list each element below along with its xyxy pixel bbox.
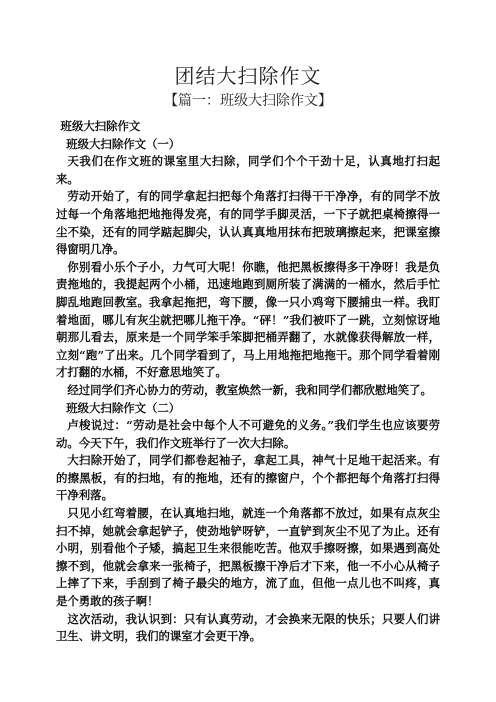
body-paragraph: 卢梭说过：“劳动是社会中每个人不可避免的义务。”我们学生也应该要劳动。今天下午，我们作文班举行了一次大扫除。 (56, 418, 440, 450)
body-paragraph: 经过同学们齐心协力的劳动，教室焕然一新，我和同学们都欣慰地笑了。 (67, 382, 432, 397)
document-title: 团结大扫除作文 (174, 64, 322, 88)
body-paragraph: 只见小红弯着腰，在认真地扫地，就连一个角落都不放过，如果有点灰尘扫不掉，她就会拿起铲子，使劲地铲呀铲，一直铲到灰尘不见了为止。还有小明，别看他个子矮，搞起卫生来很能吃苦。他双手擦呀擦，如果遇到高处擦不到，他就会拿来一张椅子，把黑板擦干净后才下来，他一不小心从椅子上摔了下来，手刮到了椅子最尖的地方，流了血，但他一点儿也不叫疼，真是个勇敢的孩子啊！ (56, 506, 440, 609)
document-body (56, 118, 440, 646)
body-paragraph: 你别看小乐个子小，力气可大呢！你瞧，他把黑板擦得多干净呀！我是负责拖地的，我提起两个小桶，迅速地跑到厕所装了满满的一桶水，然后手忙脚乱地跑回教室。我拿起拖把，弯下腰，像一只小鸡弯下腰捕虫一样。我盯着地面，哪儿有灰尘就把哪儿拖干净。“砰！”我们被吓了一跳，立刻惊讶地朝那儿看去，原来是一个同学笨手笨脚把桶弄翻了，水就像获得解放一样，立刻“跑”了出来。几个同学看到了，马上用地拖把地拖干。那个同学看着刚才打翻的水桶，不好意思地笑了。 (56, 259, 440, 380)
body-paragraph: 劳动开始了，有的同学拿起扫把每个角落打扫得干干净净，有的同学不放过每一个角落地把地拖得发亮，有的同学手脚灵活，一下子就把桌椅擦得一尘不染，还有的同学踮起脚尖，认认真真地用抹布把玻璃擦起来，把课室擦得窗明几净。 (56, 189, 440, 257)
section-heading: 班级大扫除作文 (60, 119, 141, 133)
body-paragraph: 大扫除开始了，同学们都卷起袖子，拿起工具，神气十足地干起活来。有的擦黑板，有的扫地，有的拖地，还有的擦窗户，个个都把每个角落打扫得干净利落。 (56, 453, 440, 503)
body-paragraph: 天我们在作文班的课室里大扫除，同学们个个干劲十足，认真地打扫起来。 (56, 154, 440, 186)
subsection-heading: 班级大扫除作文（二） (66, 400, 181, 415)
body-paragraph: 这次活动，我认识到：只有认真劳动，才会换来无限的快乐；只要人们讲卫生、讲文明，我们的课室才会更干净。 (56, 611, 440, 644)
document-subtitle: 【篇一：班级大扫除作文】 (164, 93, 332, 109)
subsection-heading: 班级大扫除作文（一） (66, 136, 181, 151)
